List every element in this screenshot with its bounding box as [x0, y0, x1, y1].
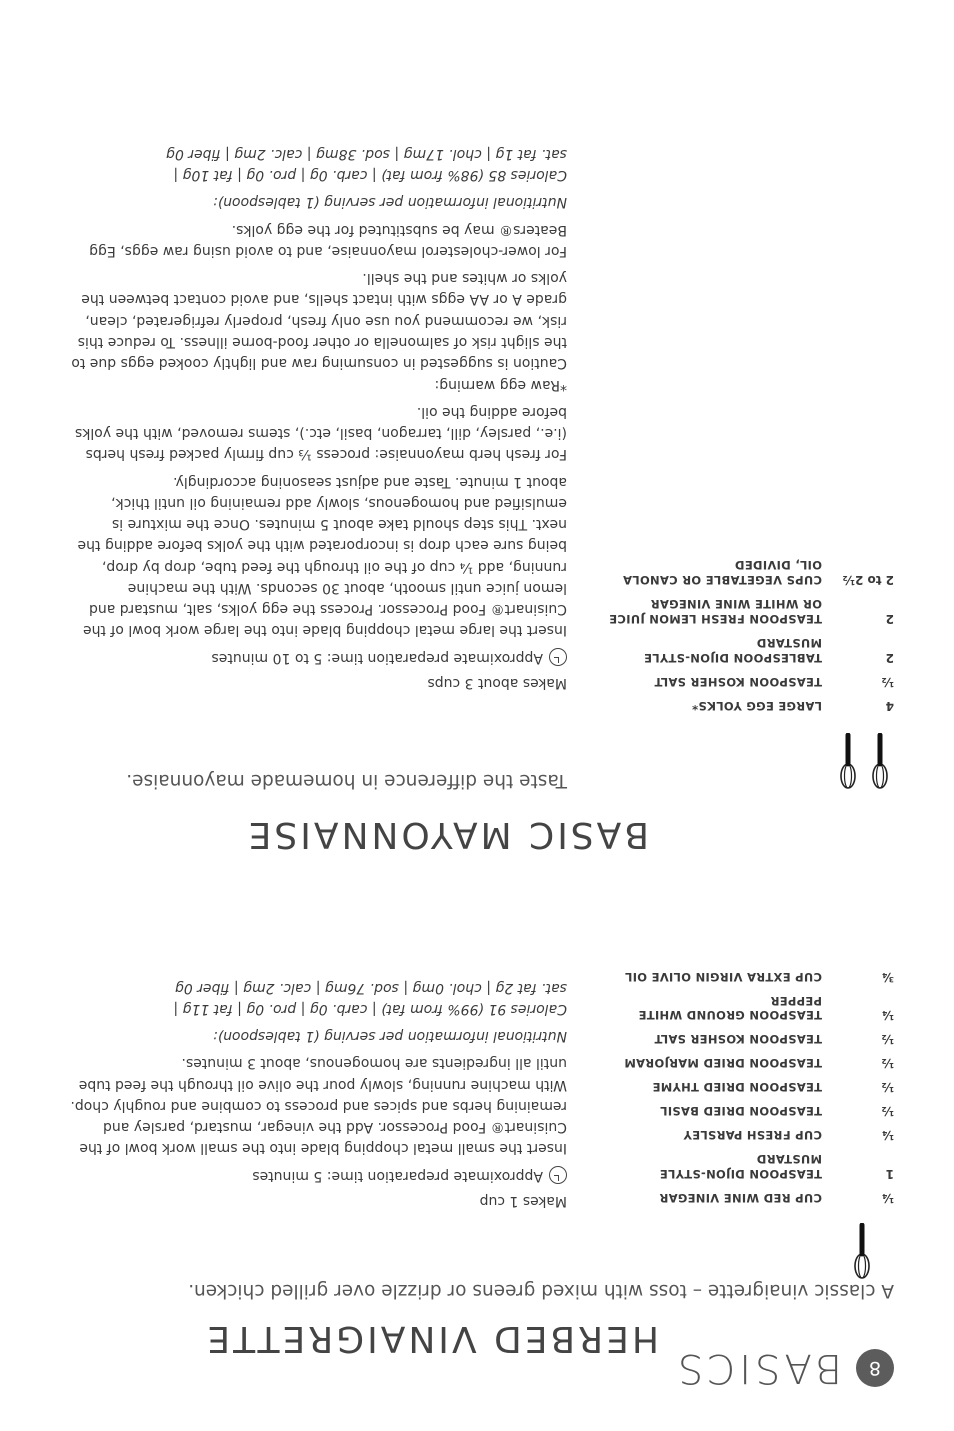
ingredient-list — [602, 549, 894, 714]
instruction-paragraph: Insert the small metal chopping blade into the small work bowl of the Cuisinart® Food Processor. Add the vinegar, mustard, parsley and remaining herbs and spices and process to combine and roughly chop. With machine running, slowly pour the olive oil through the feed tube until all ingredients are homogenous, about 3 minutes. — [70, 1055, 567, 1157]
nutrition-line: Calories 91 (99% from fat) | carb. 0g | pro. 0g | fat 11g | — [173, 1000, 567, 1017]
page-number-badge: 8 — [856, 1349, 894, 1387]
ingredient-name: CUP FRESH PARSLEY — [683, 1128, 822, 1143]
nutrition-line: sat. fat 2g | chol. 0mg | sod. 76mg | calc. 2mg | fiber 0g — [174, 979, 567, 996]
recipe-subtitle: Taste the difference in homemade mayonnaise. — [126, 770, 567, 791]
ingredient-qty: 2 — [885, 651, 894, 666]
ingredient-name: LARGE EGG YOLKS* — [691, 699, 822, 713]
recipe-body — [67, 137, 567, 693]
ingredient-qty: ¾ — [881, 969, 894, 984]
ingredient-name: CUPS VEGETABLE OR CANOLA OIL, DIVIDED — [622, 558, 822, 588]
prep-time — [67, 646, 567, 667]
ingredient-row — [602, 1055, 894, 1070]
ingredient-qty: 2 — [885, 612, 894, 627]
ingredient-row — [602, 1127, 894, 1142]
whisk-icon — [834, 733, 862, 789]
ingredient-qty: ½ — [881, 1080, 894, 1095]
ingredient-row — [602, 1103, 894, 1118]
instruction-paragraph: For fresh herb mayonnaise: process ⅓ cup firmly packed fresh herbs (i.e., parsley, dill, tarragon, basil, etc.), stems removed, with the yolks before adding the oil. — [74, 403, 567, 463]
nutrition-heading: Nutritional information per serving (1 tablespoon): — [212, 1028, 567, 1045]
ingredient-qty: ¼ — [881, 1008, 894, 1023]
ingredient-qty: ½ — [881, 675, 894, 690]
ingredient-qty: ¼ — [881, 1128, 894, 1143]
ingredient-qty: 2 to 2½ — [842, 573, 894, 588]
recipe-title: HERBED VINAIGRETTE — [204, 1318, 659, 1359]
page-header — [674, 1345, 894, 1391]
nutrition-heading: Nutritional information per serving (1 tablespoon): — [212, 194, 567, 211]
clock-icon — [549, 1166, 567, 1184]
ingredient-row — [602, 1079, 894, 1094]
warning-heading: *Raw egg warning: — [434, 376, 567, 393]
ingredient-name: TEASPOON DRIED THYME — [652, 1080, 822, 1095]
recipe-title: BASIC MAYONNAISE — [245, 814, 649, 855]
ingredient-row — [602, 993, 894, 1023]
ingredient-name: TEASPOON DIJON-STYLE MUSTARD — [659, 1152, 822, 1182]
ingredient-row — [602, 969, 894, 984]
ingredient-name: TEASPOON KOSHER SALT — [654, 1032, 822, 1047]
ingredient-name: TEASPOON KOSHER SALT — [654, 675, 822, 690]
prep-time-text: Approximate preparation time: 5 minutes — [252, 1167, 543, 1184]
whisk-icon-group — [834, 733, 894, 789]
ingredient-row — [602, 596, 894, 626]
ingredient-row — [602, 674, 894, 689]
ingredient-name: TABLESPOON DIJON-STYLE MUSTARD — [643, 636, 822, 666]
ingredient-row — [602, 1151, 894, 1181]
whisk-icon — [848, 1223, 876, 1279]
recipe-subtitle: A classic vinaigrette – toss with mixed greens or drizzle over grilled chicken. — [188, 1280, 894, 1301]
instruction-paragraph: Insert the large metal chopping blade into the large work bowl of the Cuisinart® Food Processor. Process the egg yolks, salt, mustard and lemon juice until smooth, about 30 seconds. With the machine running, add ¼ cup of the oil through the feed tube, drop by drop, being sure each drop is incorporated with the yolks before adding the next. This step should take about 5 minutes. Once the mixture is emulsified and homogenous, slowly add remaining oil until thick, about 1 minute. Taste and adjust seasoning accordingly. — [77, 473, 567, 639]
ingredient-qty: ½ — [881, 1032, 894, 1047]
ingredient-qty: ¼ — [881, 1191, 894, 1205]
warning-paragraph: Caution is suggested in consuming raw and lightly cooked eggs due to the slight risk of salmonella or other food-borne illness. To reduce this risk, we recommend you use only fresh, properly refrigerated, clean, grade A or AA eggs with intact shells, and avoid contact between the yolks or whites and the shell. — [71, 270, 567, 372]
section-title: BASICS — [673, 1345, 842, 1391]
prep-time-text: Approximate preparation time: 5 to 10 minutes — [211, 649, 543, 666]
ingredient-qty: 4 — [885, 699, 894, 713]
ingredient-row — [602, 698, 894, 713]
ingredient-qty: 1 — [885, 1167, 894, 1182]
ingredient-qty: ½ — [881, 1104, 894, 1119]
ingredient-name: TEASPOON FRESH LEMON JUICE OR WHITE WINE VINEGAR — [609, 597, 822, 627]
ingredient-row — [602, 1190, 894, 1205]
yield-text: Makes 1 cup — [479, 1193, 567, 1209]
ingredient-name: TEASPOON DRIED BASIL — [659, 1104, 822, 1119]
whisk-icon-group — [848, 1223, 876, 1279]
nutrition-line: sat. fat 1g | chol. 17mg | sod. 38mg | calc. 2mg | fiber 0g — [166, 145, 567, 162]
whisk-icon — [866, 733, 894, 789]
ingredient-name: TEASPOON GROUND WHITE PEPPER — [638, 993, 822, 1023]
ingredient-name: TEASPOON DRIED MARJORAM — [624, 1056, 822, 1071]
ingredient-list — [602, 960, 894, 1205]
ingredient-name: CUP RED WINE VINEGAR — [659, 1191, 822, 1205]
clock-icon — [549, 648, 567, 666]
recipe-body — [67, 970, 567, 1211]
ingredient-qty: ½ — [881, 1056, 894, 1071]
ingredient-name: CUP EXTRA VIRGIN OLIVE OIL — [624, 969, 822, 984]
prep-time — [67, 1164, 567, 1185]
instruction-paragraph: For lower-cholesterol mayonnaise, and to avoid using raw eggs, Egg Beaters® may be substituted for the egg yolks. — [89, 221, 567, 259]
yield-text: Makes about 3 cups — [427, 675, 567, 691]
nutrition-line: Calories 85 (98% from fat) | carb. 0g | pro. 0g | fat 10g | — [173, 167, 567, 184]
ingredient-row — [602, 635, 894, 665]
ingredient-row — [602, 558, 894, 588]
ingredient-row — [602, 1032, 894, 1047]
